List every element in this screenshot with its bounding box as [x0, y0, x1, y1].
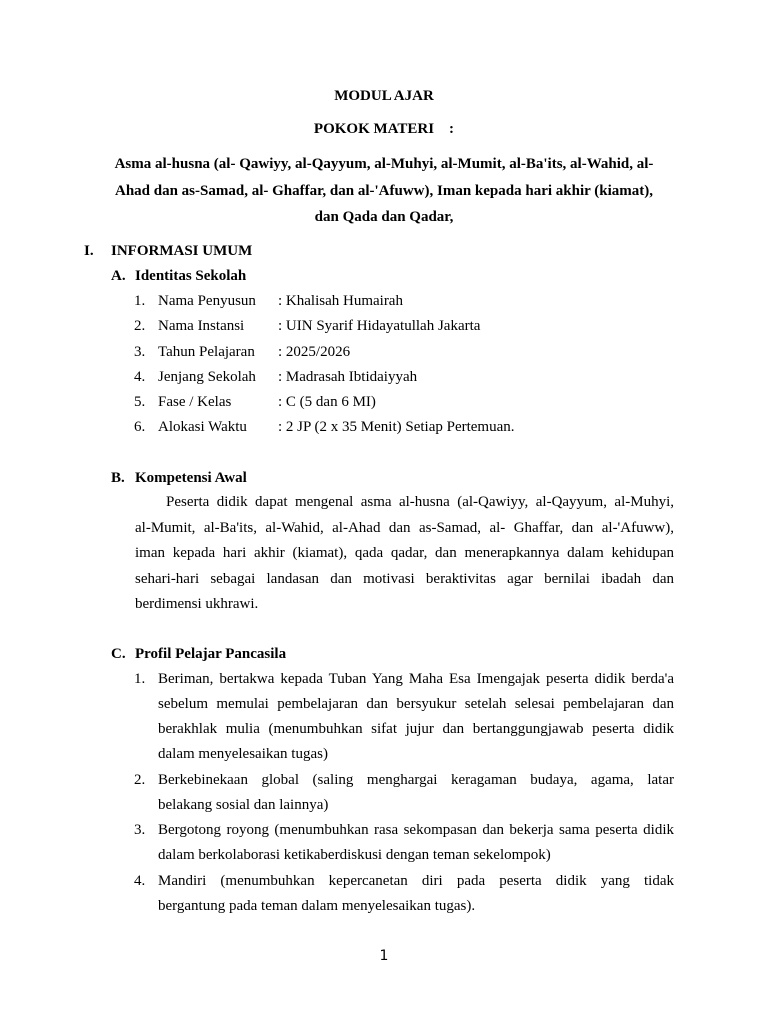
row-number: 6. — [134, 419, 146, 435]
list-line: berakhlak mulia (menumbuhkan sifat jujur dan bertanggungjawab peserta didik — [158, 721, 674, 737]
list-line: dalam menyelesaikan tugas) — [158, 746, 328, 762]
paragraph-line: iman kepada hari akhir (kiamat), qada qadar, dan menerapkannya dalam kehidupan — [135, 545, 674, 561]
row-label: Nama Instansi — [158, 318, 245, 334]
row-number: 1. — [134, 293, 146, 309]
list-number: 2. — [134, 772, 146, 788]
list-line: belakang sosial dan lainnya) — [158, 797, 329, 813]
row-value: : 2 JP (2 x 35 Menit) Setiap Pertemuan. — [278, 419, 515, 435]
row-label: Nama Penyusun — [158, 293, 256, 309]
row-number: 2. — [134, 318, 146, 334]
row-number: 3. — [134, 344, 146, 360]
section-number: I. — [84, 243, 94, 259]
paragraph-line: berdimensi ukhrawi. — [135, 596, 259, 612]
subsection-heading: Kompetensi Awal — [135, 470, 247, 486]
topic-line: Ahad dan as-Samad, al- Ghaffar, dan al-'Afuww), Iman kepada hari akhir (kiamat), — [114, 183, 653, 199]
list-line: sebelum memulai pembelajaran dan bersyukur setelah selesai pembelajaran dan — [158, 696, 674, 712]
subsection-heading: Profil Pelajar Pancasila — [135, 646, 287, 662]
row-value: : Khalisah Humairah — [278, 293, 403, 309]
list-line: Beriman, bertakwa kepada Tuban Yang Maha Esa Imengajak peserta didik berda'a — [158, 671, 674, 687]
paragraph-line: Peserta didik dapat mengenal asma al-husna (al-Qawiyy, al-Qayyum, al-Muhyi, — [166, 494, 674, 510]
page-number: 1 — [379, 948, 389, 964]
row-value: : C (5 dan 6 MI) — [278, 394, 376, 410]
row-label: Fase / Kelas — [158, 394, 232, 410]
list-number: 4. — [134, 873, 146, 889]
row-number: 4. — [134, 369, 146, 385]
row-value: : 2025/2026 — [278, 344, 351, 360]
list-number: 1. — [134, 671, 146, 687]
list-number: 3. — [134, 822, 146, 838]
subsection-letter: B. — [111, 470, 125, 486]
row-label: Jenjang Sekolah — [158, 369, 256, 385]
row-label: Alokasi Waktu — [158, 419, 247, 435]
paragraph-line: al-Mumit, al-Ba'its, al-Wahid, al-Ahad dan as-Samad, al- Ghaffar, dan al-'Afuww), — [135, 520, 674, 536]
row-number: 5. — [134, 394, 146, 410]
list-line: Bergotong royong (menumbuhkan rasa sekompasan dan bekerja sama peserta didik — [158, 822, 674, 838]
subsection-heading: Identitas Sekolah — [135, 268, 247, 284]
subsection-letter: A. — [111, 268, 126, 284]
document-subtitle: POKOK MATERI : — [313, 121, 455, 137]
list-line: dalam berkolaborasi ketikaberdiskusi dengan teman sekelompok) — [158, 847, 551, 863]
row-label: Tahun Pelajaran — [158, 344, 255, 360]
document-title: MODUL AJAR — [334, 88, 434, 104]
paragraph-line: sehari-hari sebagai landasan dan motivasi beraktivitas agar bernilai ibadah dan — [135, 571, 674, 587]
topic-line: dan Qada dan Qadar, — [314, 209, 454, 225]
list-line: Berkebinekaan global (saling menghargai keragaman budaya, agama, latar — [158, 772, 674, 788]
row-value: : UIN Syarif Hidayatullah Jakarta — [278, 318, 481, 334]
row-value: : Madrasah Ibtidaiyyah — [278, 369, 418, 385]
list-line: bergantung pada teman dalam menyelesaikan tugas). — [158, 898, 476, 914]
list-line: Mandiri (menumbuhkan kepercanetan diri pada peserta didik yang tidak — [158, 873, 674, 889]
subsection-letter: C. — [111, 646, 126, 662]
topic-line: Asma al-husna (al- Qawiyy, al-Qayyum, al-Muhyi, al-Mumit, al-Ba'its, al-Wahid, al- — [114, 156, 654, 172]
section-heading: INFORMASI UMUM — [111, 243, 253, 259]
